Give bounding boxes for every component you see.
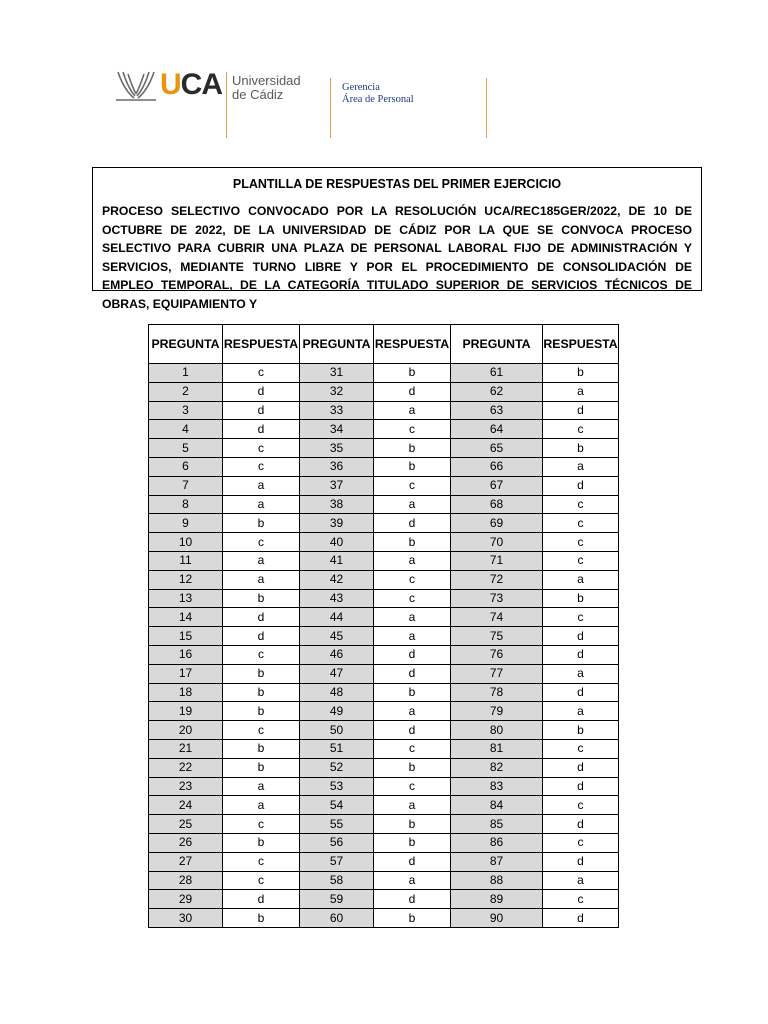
answer-cell: a [374, 702, 451, 721]
answer-cell: a [543, 382, 619, 401]
question-number-cell: 50 [300, 721, 374, 740]
answer-cell: a [543, 702, 619, 721]
answer-cell: c [374, 739, 451, 758]
answer-cell: d [223, 627, 300, 646]
university-name-line2: de Cádiz [232, 87, 284, 102]
question-number-cell: 32 [300, 382, 374, 401]
answer-cell: c [223, 457, 300, 476]
table-row [149, 627, 619, 646]
answers-table-body [149, 364, 619, 928]
table-row [149, 589, 619, 608]
answer-cell: a [374, 871, 451, 890]
answer-cell: c [543, 533, 619, 552]
answer-cell: c [374, 777, 451, 796]
question-number-cell: 1 [149, 364, 223, 383]
answer-cell: c [543, 739, 619, 758]
document-description: PROCESO SELECTIVO CONVOCADO POR LA RESOLUCIÓN UCA/REC185GER/2022, DE 10 DE OCTUBRE DE 2022, DE LA UNIVERSIDAD DE CÁDIZ POR LA QUE SE CONVOCA PROCESO SELECTIVO PARA CUBRIR UNA PLAZA DE PERSONAL LABORAL FIJO DE ADMINISTRACIÓN Y SERVICIOS, MEDIANTE TURNO LIBRE Y POR EL PROCEDIMIENTO DE CONSOLIDACIÓN DE EMPLEO TEMPORAL, DE LA CATEGORÍA TITULADO SUPERIOR DE SERVICIOS TÉCNICOS DE OBRAS, EQUIPAMIENTO Y [102, 204, 692, 311]
table-row [149, 664, 619, 683]
answer-cell: d [223, 382, 300, 401]
answer-cell: d [543, 909, 619, 928]
question-number-cell: 88 [451, 871, 543, 890]
question-number-cell: 29 [149, 890, 223, 909]
question-number-cell: 47 [300, 664, 374, 683]
table-row [149, 382, 619, 401]
question-number-cell: 43 [300, 589, 374, 608]
answer-cell: b [223, 833, 300, 852]
question-number-cell: 68 [451, 495, 543, 514]
answer-cell: d [223, 890, 300, 909]
answer-cell: a [374, 495, 451, 514]
question-number-cell: 81 [451, 739, 543, 758]
question-number-cell: 73 [451, 589, 543, 608]
answer-cell: b [374, 439, 451, 458]
answer-cell: c [374, 570, 451, 589]
answer-cell: b [374, 364, 451, 383]
answer-cell: b [543, 721, 619, 740]
question-number-cell: 33 [300, 401, 374, 420]
column-header: RESPUESTA [543, 325, 619, 364]
question-number-cell: 59 [300, 890, 374, 909]
question-number-cell: 10 [149, 533, 223, 552]
answer-cell: b [374, 758, 451, 777]
question-number-cell: 4 [149, 420, 223, 439]
table-row [149, 645, 619, 664]
uca-emblem-icon [114, 68, 158, 102]
answer-cell: b [223, 664, 300, 683]
question-number-cell: 19 [149, 702, 223, 721]
question-number-cell: 51 [300, 739, 374, 758]
question-number-cell: 11 [149, 551, 223, 570]
question-number-cell: 61 [451, 364, 543, 383]
table-row [149, 439, 619, 458]
question-number-cell: 86 [451, 833, 543, 852]
question-number-cell: 54 [300, 796, 374, 815]
answer-cell: b [374, 833, 451, 852]
answer-cell: b [223, 758, 300, 777]
question-number-cell: 13 [149, 589, 223, 608]
question-number-cell: 62 [451, 382, 543, 401]
question-number-cell: 87 [451, 852, 543, 871]
table-row [149, 815, 619, 834]
answer-cell: b [374, 533, 451, 552]
table-header-row [149, 325, 619, 364]
question-number-cell: 2 [149, 382, 223, 401]
question-number-cell: 38 [300, 495, 374, 514]
question-number-cell: 58 [300, 871, 374, 890]
question-number-cell: 9 [149, 514, 223, 533]
document-title: PLANTILLA DE RESPUESTAS DEL PRIMER EJERCICIO [232, 177, 562, 191]
answer-cell: c [223, 815, 300, 834]
answer-cell: d [223, 420, 300, 439]
table-row [149, 871, 619, 890]
answer-cell: c [223, 645, 300, 664]
column-header: RESPUESTA [374, 325, 451, 364]
answer-cell: d [543, 777, 619, 796]
table-row [149, 683, 619, 702]
answer-cell: a [374, 608, 451, 627]
question-number-cell: 14 [149, 608, 223, 627]
question-number-cell: 15 [149, 627, 223, 646]
document-title-box [92, 167, 702, 311]
answer-cell: b [374, 909, 451, 928]
answer-cell: c [374, 589, 451, 608]
question-number-cell: 30 [149, 909, 223, 928]
question-number-cell: 37 [300, 476, 374, 495]
question-number-cell: 24 [149, 796, 223, 815]
answer-cell: d [374, 382, 451, 401]
dept-divider-left [330, 78, 331, 138]
question-number-cell: 71 [451, 551, 543, 570]
question-number-cell: 65 [451, 439, 543, 458]
answer-cell: b [223, 739, 300, 758]
answer-cell: d [543, 645, 619, 664]
answer-cell: a [223, 551, 300, 570]
department-line2: Área de Personal [342, 94, 414, 105]
answer-cell: a [374, 401, 451, 420]
answer-cell: b [543, 364, 619, 383]
university-name [232, 74, 301, 102]
question-number-cell: 85 [451, 815, 543, 834]
question-number-cell: 82 [451, 758, 543, 777]
question-number-cell: 22 [149, 758, 223, 777]
table-row [149, 739, 619, 758]
answer-cell: c [223, 533, 300, 552]
question-number-cell: 39 [300, 514, 374, 533]
question-number-cell: 41 [300, 551, 374, 570]
answer-cell: c [223, 871, 300, 890]
answer-cell: a [374, 627, 451, 646]
answer-cell: d [374, 664, 451, 683]
answer-cell: b [223, 702, 300, 721]
question-number-cell: 70 [451, 533, 543, 552]
table-row [149, 852, 619, 871]
question-number-cell: 66 [451, 457, 543, 476]
answer-cell: d [223, 401, 300, 420]
table-row [149, 364, 619, 383]
answer-cell: c [543, 420, 619, 439]
answer-cell: c [543, 495, 619, 514]
question-number-cell: 75 [451, 627, 543, 646]
table-row [149, 833, 619, 852]
answer-cell: d [543, 476, 619, 495]
question-number-cell: 76 [451, 645, 543, 664]
answer-cell: d [374, 852, 451, 871]
answer-cell: d [374, 645, 451, 664]
answer-cell: a [543, 871, 619, 890]
question-number-cell: 90 [451, 909, 543, 928]
answer-cell: a [543, 457, 619, 476]
question-number-cell: 83 [451, 777, 543, 796]
question-number-cell: 55 [300, 815, 374, 834]
answer-cell: d [543, 758, 619, 777]
answer-cell: a [223, 796, 300, 815]
answer-cell: a [374, 551, 451, 570]
table-row [149, 702, 619, 721]
table-row [149, 608, 619, 627]
table-row [149, 890, 619, 909]
question-number-cell: 6 [149, 457, 223, 476]
answer-cell: c [374, 476, 451, 495]
answer-cell: c [223, 721, 300, 740]
answer-cell: d [374, 721, 451, 740]
answer-cell: b [543, 439, 619, 458]
question-number-cell: 48 [300, 683, 374, 702]
uca-logotype: UCA [160, 68, 223, 101]
question-number-cell: 89 [451, 890, 543, 909]
answer-cell: d [543, 852, 619, 871]
table-row [149, 514, 619, 533]
question-number-cell: 53 [300, 777, 374, 796]
department-name [342, 82, 414, 106]
table-row [149, 495, 619, 514]
question-number-cell: 36 [300, 457, 374, 476]
table-row [149, 796, 619, 815]
answer-cell: a [223, 777, 300, 796]
table-row [149, 570, 619, 589]
answer-cell: a [223, 476, 300, 495]
question-number-cell: 20 [149, 721, 223, 740]
question-number-cell: 56 [300, 833, 374, 852]
answer-cell: a [223, 570, 300, 589]
answer-cell: c [543, 890, 619, 909]
question-number-cell: 49 [300, 702, 374, 721]
column-header: PREGUNTA [451, 325, 543, 364]
answers-table [148, 324, 619, 928]
answer-cell: d [543, 683, 619, 702]
question-number-cell: 57 [300, 852, 374, 871]
question-number-cell: 79 [451, 702, 543, 721]
dept-divider-right [486, 78, 487, 138]
question-number-cell: 7 [149, 476, 223, 495]
table-row [149, 777, 619, 796]
question-number-cell: 60 [300, 909, 374, 928]
answer-cell: d [543, 627, 619, 646]
answer-cell: c [543, 833, 619, 852]
question-number-cell: 3 [149, 401, 223, 420]
question-number-cell: 27 [149, 852, 223, 871]
answer-cell: b [223, 589, 300, 608]
question-number-cell: 84 [451, 796, 543, 815]
question-number-cell: 25 [149, 815, 223, 834]
question-number-cell: 74 [451, 608, 543, 627]
logo-divider [226, 72, 227, 138]
column-header: RESPUESTA [223, 325, 300, 364]
column-header: PREGUNTA [300, 325, 374, 364]
university-name-line1: Universidad [232, 73, 301, 88]
question-number-cell: 16 [149, 645, 223, 664]
question-number-cell: 45 [300, 627, 374, 646]
question-number-cell: 5 [149, 439, 223, 458]
table-row [149, 401, 619, 420]
answer-cell: c [543, 796, 619, 815]
answer-cell: c [374, 420, 451, 439]
question-number-cell: 64 [451, 420, 543, 439]
department-line1: Gerencia [342, 82, 380, 93]
header-logo-area [104, 58, 496, 150]
answer-cell: d [543, 401, 619, 420]
answer-cell: b [543, 589, 619, 608]
question-number-cell: 42 [300, 570, 374, 589]
table-row [149, 551, 619, 570]
question-number-cell: 40 [300, 533, 374, 552]
answer-cell: d [374, 890, 451, 909]
question-number-cell: 63 [451, 401, 543, 420]
question-number-cell: 72 [451, 570, 543, 589]
question-number-cell: 69 [451, 514, 543, 533]
question-number-cell: 28 [149, 871, 223, 890]
question-number-cell: 26 [149, 833, 223, 852]
table-row [149, 721, 619, 740]
answer-cell: c [543, 514, 619, 533]
answer-cell: b [374, 683, 451, 702]
answer-cell: b [374, 815, 451, 834]
question-number-cell: 17 [149, 664, 223, 683]
question-number-cell: 35 [300, 439, 374, 458]
question-number-cell: 23 [149, 777, 223, 796]
question-number-cell: 78 [451, 683, 543, 702]
answer-cell: c [223, 852, 300, 871]
question-number-cell: 31 [300, 364, 374, 383]
answer-cell: b [223, 514, 300, 533]
answer-cell: a [374, 796, 451, 815]
question-number-cell: 21 [149, 739, 223, 758]
question-number-cell: 80 [451, 721, 543, 740]
table-row [149, 533, 619, 552]
answer-cell: b [223, 909, 300, 928]
answer-cell: a [543, 570, 619, 589]
table-row [149, 420, 619, 439]
answer-cell: d [543, 815, 619, 834]
question-number-cell: 46 [300, 645, 374, 664]
question-number-cell: 77 [451, 664, 543, 683]
question-number-cell: 18 [149, 683, 223, 702]
answer-cell: c [543, 551, 619, 570]
answer-cell: c [223, 364, 300, 383]
answer-cell: c [223, 439, 300, 458]
question-number-cell: 8 [149, 495, 223, 514]
question-number-cell: 52 [300, 758, 374, 777]
column-header: PREGUNTA [149, 325, 223, 364]
table-row [149, 457, 619, 476]
answer-cell: b [374, 457, 451, 476]
table-row [149, 476, 619, 495]
answer-cell: d [223, 608, 300, 627]
answer-cell: a [223, 495, 300, 514]
table-row [149, 758, 619, 777]
table-row [149, 909, 619, 928]
question-number-cell: 44 [300, 608, 374, 627]
answer-cell: d [374, 514, 451, 533]
answer-cell: a [543, 664, 619, 683]
question-number-cell: 34 [300, 420, 374, 439]
question-number-cell: 12 [149, 570, 223, 589]
question-number-cell: 67 [451, 476, 543, 495]
answer-cell: b [223, 683, 300, 702]
answer-cell: c [543, 608, 619, 627]
